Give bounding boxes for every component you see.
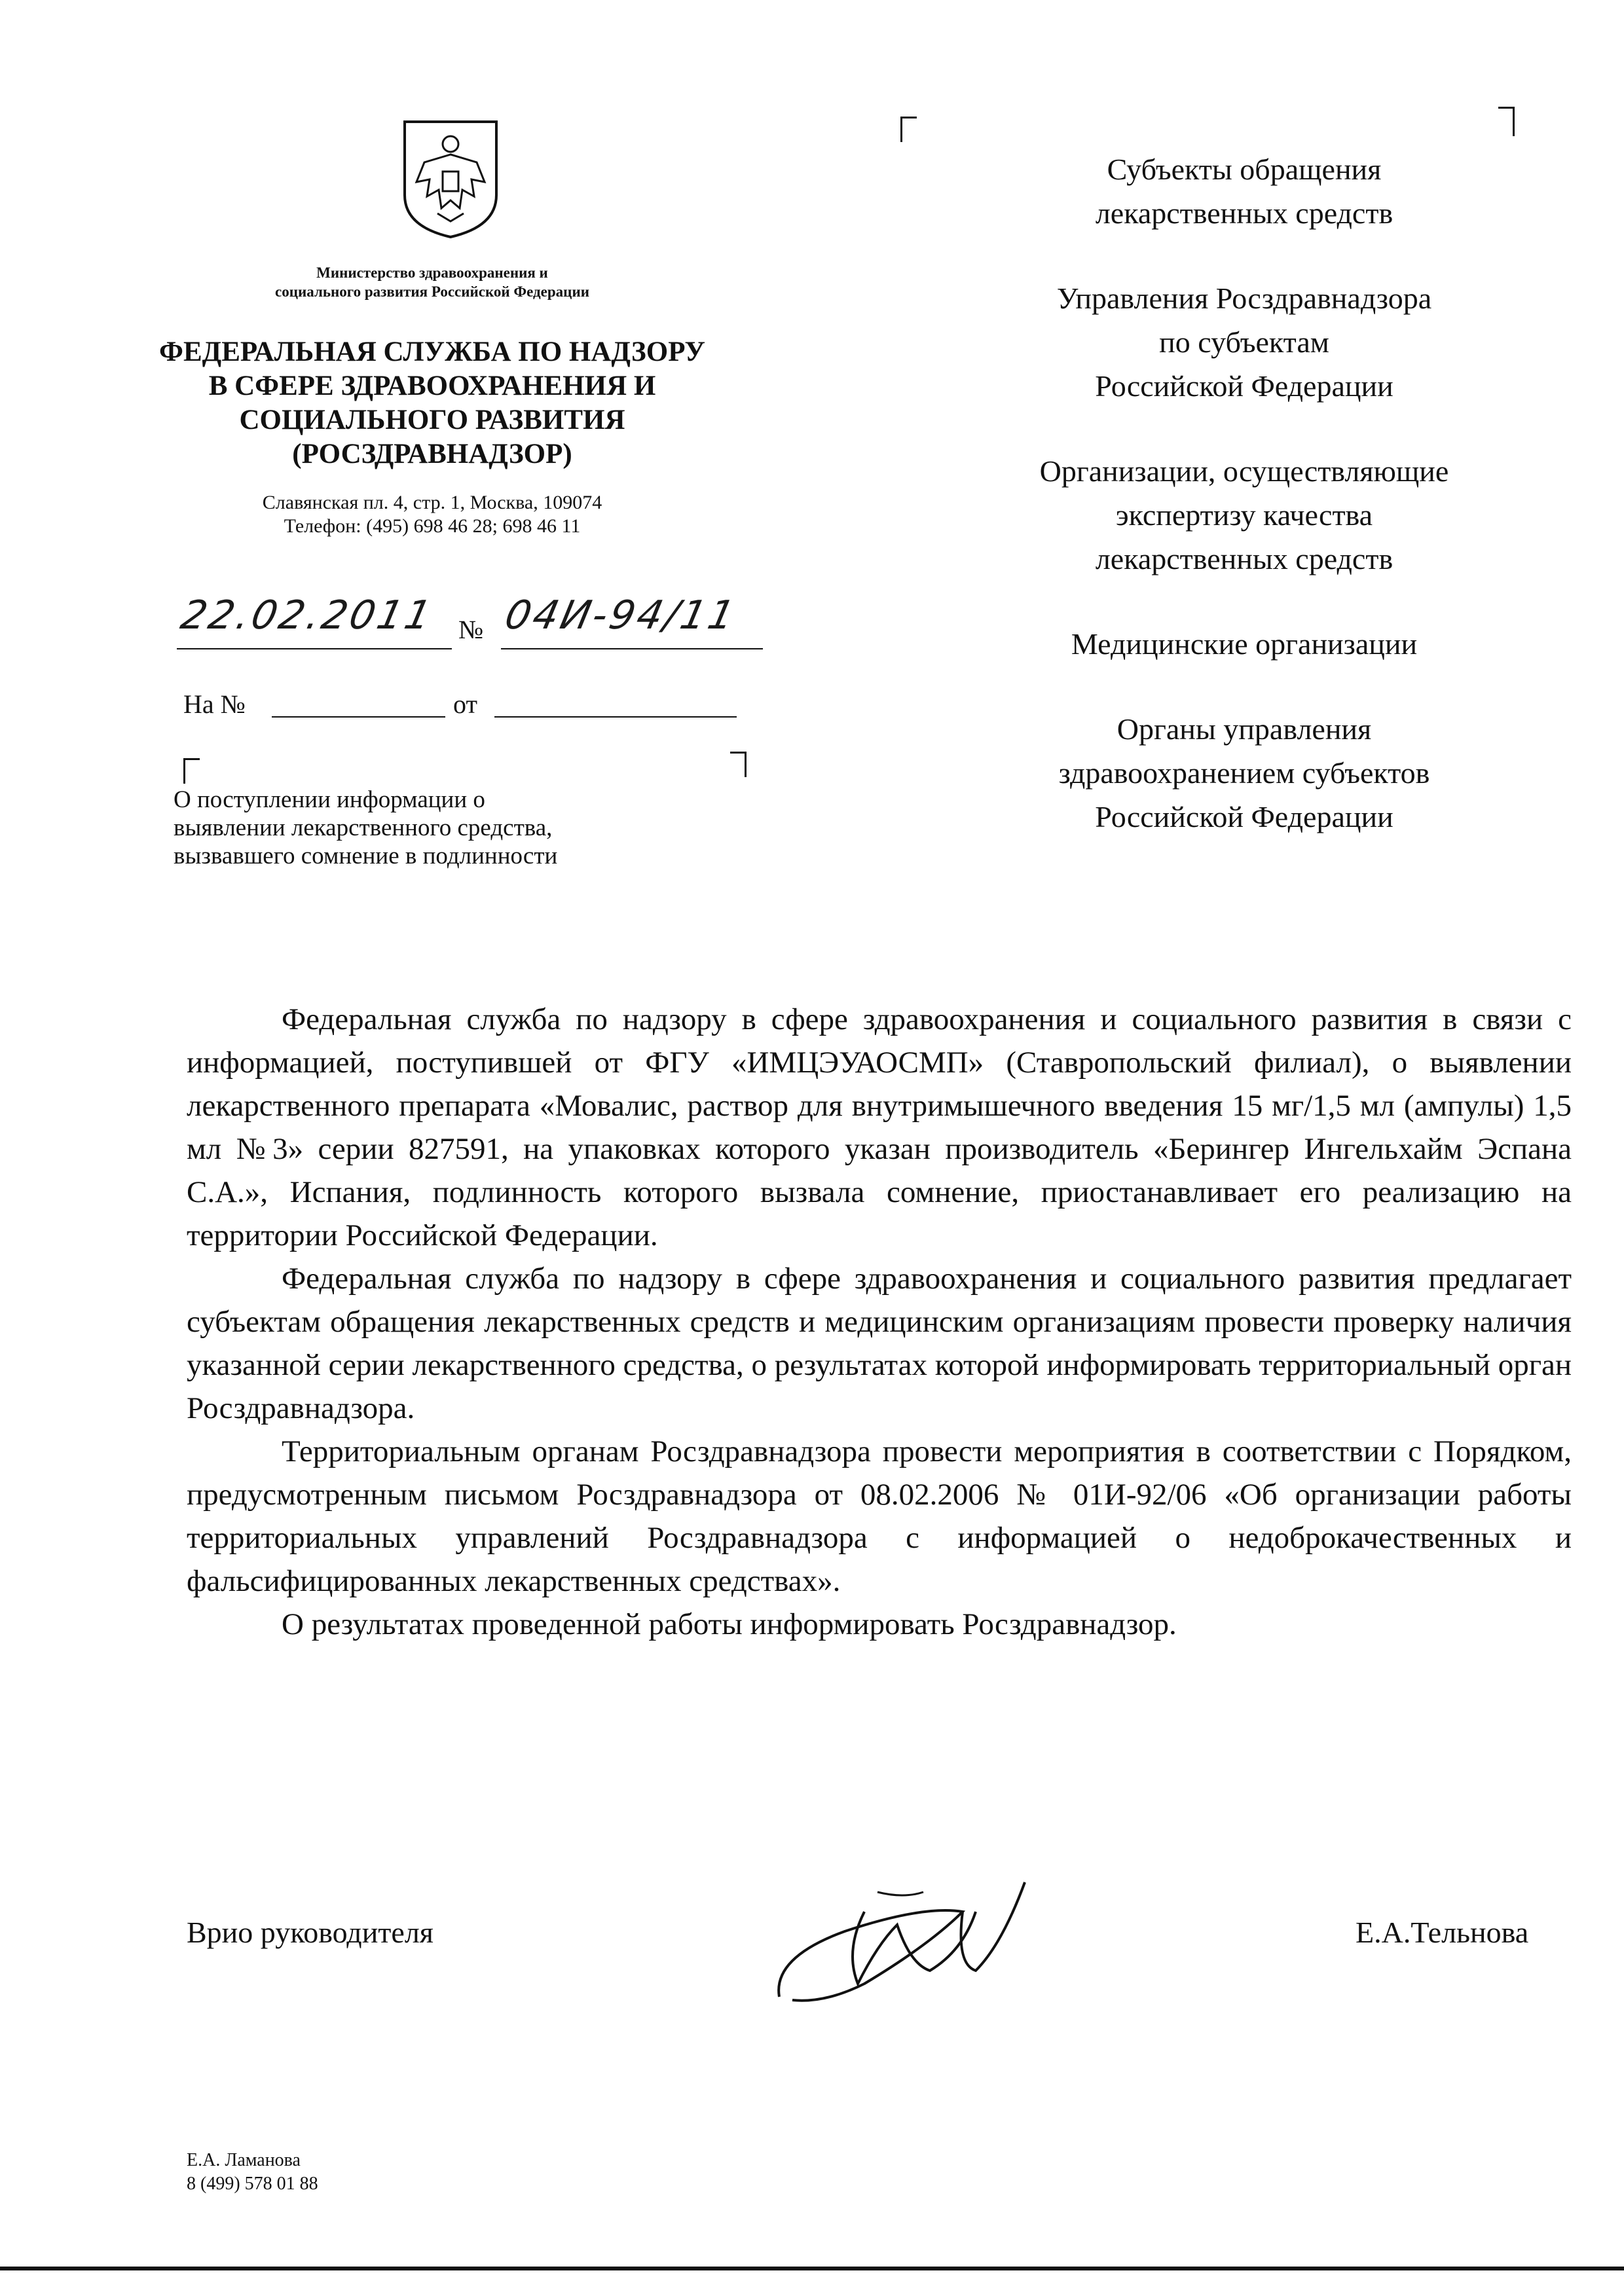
recipients-block (950, 147, 1539, 880)
reply-to-field (272, 716, 445, 718)
recipient-group (950, 276, 1539, 408)
address-block (151, 491, 714, 538)
recipient-group (950, 147, 1539, 235)
subject-block (174, 786, 763, 870)
executor-block (187, 2149, 318, 2196)
addressee-bracket-left (900, 117, 917, 142)
registration-date: 22.02.2011 (177, 592, 438, 638)
addressee-bracket-right (1498, 107, 1515, 136)
reply-to-label: На № (183, 689, 246, 719)
body-paragraph: О результатах проведенной работы информировать Росздравнадзор. (282, 1607, 1177, 1641)
recipient-line: экспертизу качества (1115, 498, 1373, 532)
recipient-line: Управления Росздравнадзора (1056, 282, 1432, 315)
subject-line: вызвавшего сомнение в подлинности (174, 843, 558, 869)
recipient-group (950, 707, 1539, 839)
executor-phone: 8 (499) 578 01 88 (187, 2174, 318, 2194)
address-line: Славянская пл. 4, стр. 1, Москва, 109074 (262, 492, 602, 513)
agency-line: В СФЕРЕ ЗДРАВООХРАНЕНИЯ И (208, 371, 656, 401)
date-underline (177, 648, 452, 649)
signatory-name: Е.А.Тельнова (1356, 1916, 1529, 1949)
subject-bracket-left (183, 758, 200, 784)
subject-line: выявлении лекарственного средства, (174, 814, 553, 841)
body-paragraph: Федеральная служба по надзору в сфере здравоохранения и социального развития в связи с информацией, поступившей от ФГУ «ИМЦЭУАОСМП» (Ставропольский филиал), о выявлении лекарственного препарата «Мовалис, раствор для внутримышечного введения 15 мг/1,5 мл (ампулы) 1,5 мл №3» серии 827591, на упаковках которого указан производитель «Берингер Ингельхайм Эспана С.А.», Испания, подлинность которого вызвала сомнение, приостанавливает его реализацию на территории Российской Федерации. (187, 1002, 1572, 1252)
recipient-line: Российской Федерации (1095, 369, 1393, 403)
recipient-line: лекарственных средств (1095, 542, 1393, 575)
number-underline (501, 648, 763, 649)
ministry-line: Министерство здравоохранения и (316, 264, 548, 281)
handwritten-signature (766, 1872, 1035, 2016)
recipient-line: Медицинские организации (1071, 627, 1418, 661)
agency-line: (РОСЗДРАВНАДЗОР) (292, 439, 572, 469)
recipient-group (950, 449, 1539, 581)
agency-line: СОЦИАЛЬНОГО РАЗВИТИЯ (239, 405, 625, 435)
subject-line: О поступлении информации о (174, 786, 485, 813)
recipient-line: здравоохранением субъектов (1058, 756, 1430, 790)
from-field (494, 716, 737, 718)
ministry-line: социального развития Российской Федерации (275, 283, 589, 300)
body-paragraph: Территориальным органам Росздравнадзора провести мероприятия в соответствии с Порядком, предусмотренным письмом Росздравнадзора от 08.02.2006 № 01И-92/06 «Об организации работы территориальных управлений Росздравнадзора с информацией о недоброкачественных и фальсифицированных лекарственных средствах». (187, 1434, 1572, 1598)
ministry-block (144, 263, 720, 301)
signatory-position: Врио руководителя (187, 1916, 434, 1949)
recipient-line: Органы управления (1116, 712, 1372, 746)
recipient-group (950, 622, 1539, 666)
recipient-line: Субъекты обращения (1107, 153, 1382, 186)
recipient-line: по субъектам (1159, 325, 1329, 359)
recipient-line: Организации, осуществляющие (1039, 454, 1449, 488)
body-paragraph: Федеральная служба по надзору в сфере здравоохранения и социального развития предлагает субъектам обращения лекарственных средств и медицинским организациям провести проверку наличия указанной серии лекарственного средства, о результатах которой информировать территориальный орган Росздравнадзора. (187, 1262, 1572, 1425)
agency-line: ФЕДЕРАЛЬНАЯ СЛУЖБА ПО НАДЗОРУ (159, 337, 705, 367)
letter-body (187, 998, 1572, 1646)
subject-bracket-right (730, 752, 747, 777)
number-label: № (458, 615, 484, 644)
page-bottom-rule (0, 2267, 1624, 2270)
from-label: от (453, 689, 477, 719)
recipient-line: лекарственных средств (1095, 196, 1393, 230)
coat-of-arms-icon (398, 117, 503, 241)
recipient-line: Российской Федерации (1095, 800, 1393, 833)
executor-name: Е.А. Ламанова (187, 2150, 301, 2170)
agency-name (98, 335, 766, 471)
phone-line: Телефон: (495) 698 46 28; 698 46 11 (284, 515, 581, 537)
registration-number: 04И-94/11 (501, 592, 741, 638)
